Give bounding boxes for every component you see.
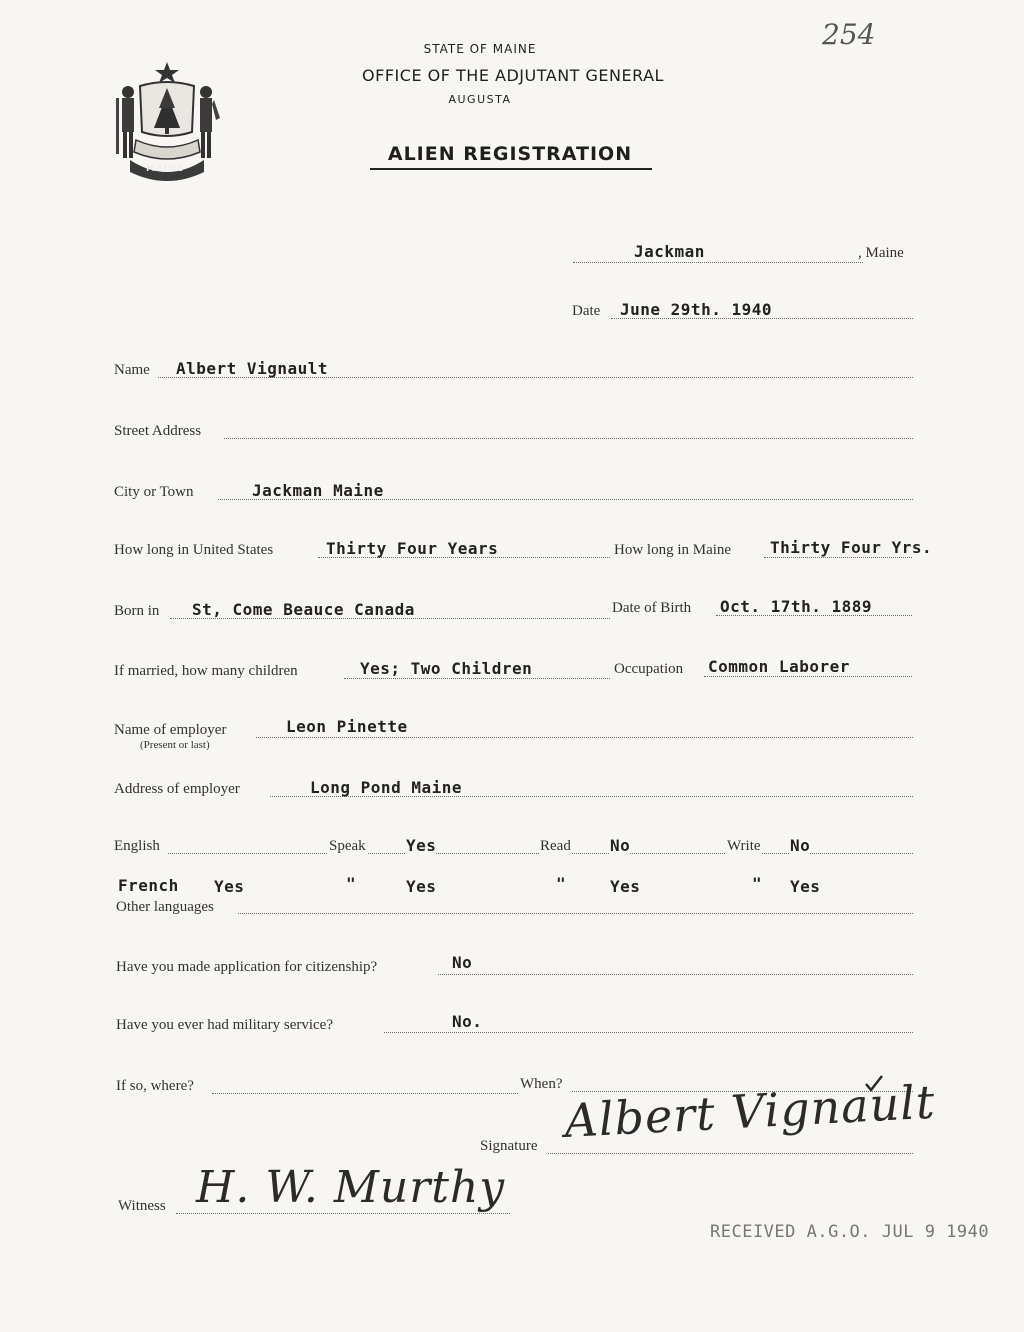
english-speak-value: Yes bbox=[406, 836, 437, 855]
employer-address-value: Long Pond Maine bbox=[310, 778, 462, 797]
signature-label: Signature bbox=[480, 1138, 538, 1154]
city-label: City or Town bbox=[114, 484, 194, 500]
children-label: If married, how many children bbox=[114, 663, 298, 679]
date-value: June 29th. 1940 bbox=[620, 300, 772, 319]
location-line bbox=[573, 262, 863, 263]
english-label: English bbox=[114, 838, 160, 854]
maine-duration-label: How long in Maine bbox=[614, 542, 732, 558]
children-value: Yes; Two Children bbox=[360, 659, 533, 678]
military-label: Have you ever had military service? bbox=[116, 1017, 333, 1033]
military-line bbox=[384, 1032, 913, 1033]
children-line bbox=[344, 678, 610, 679]
other-languages-label: Other languages bbox=[116, 899, 214, 915]
employer-label: Name of employer bbox=[114, 722, 227, 738]
when-label: When? bbox=[520, 1076, 563, 1092]
born-in-value: St, Come Beauce Canada bbox=[192, 600, 415, 619]
where-line bbox=[212, 1093, 518, 1094]
street-label: Street Address bbox=[114, 423, 202, 439]
other-languages-line bbox=[238, 913, 913, 914]
employer-sublabel: (Present or last) bbox=[140, 739, 210, 751]
name-value: Albert Vignault bbox=[176, 359, 328, 378]
maine-duration-line bbox=[764, 557, 912, 558]
other-language-name: French bbox=[118, 876, 179, 895]
write-label: Write bbox=[727, 838, 761, 854]
occupation-label: Occupation bbox=[614, 661, 684, 677]
citizenship-value: No bbox=[452, 953, 473, 972]
occupation-value: Common Laborer bbox=[708, 657, 850, 676]
dob-value: Oct. 17th. 1889 bbox=[720, 597, 872, 616]
occupation-line bbox=[704, 676, 912, 677]
form-title: ALIEN REGISTRATION bbox=[387, 143, 633, 165]
seal-banner-text: MAINE bbox=[146, 164, 184, 174]
city-value: Jackman Maine bbox=[252, 481, 384, 500]
page-number: 254 bbox=[822, 18, 876, 51]
witness-value: H. W. Murthy bbox=[196, 1162, 506, 1213]
employer-value: Leon Pinette bbox=[286, 717, 408, 736]
other-read-value: Yes bbox=[610, 877, 641, 896]
citizenship-label: Have you made application for citizenship? bbox=[116, 959, 378, 975]
state-seal bbox=[108, 58, 226, 186]
ditto-mark-2: " bbox=[556, 874, 567, 893]
ditto-mark-1: " bbox=[346, 874, 357, 893]
read-label: Read bbox=[540, 838, 571, 854]
state-heading: STATE OF MAINE bbox=[423, 42, 537, 56]
received-stamp: RECEIVED A.G.O. JUL 9 1940 bbox=[710, 1222, 990, 1242]
name-label: Name bbox=[114, 362, 150, 378]
signature-value: Albert Vignault bbox=[563, 1074, 937, 1148]
military-value: No. bbox=[452, 1012, 483, 1031]
born-in-label: Born in bbox=[114, 603, 160, 619]
witness-line bbox=[176, 1213, 510, 1214]
employer-address-label: Address of employer bbox=[114, 781, 240, 797]
location-suffix: , Maine bbox=[858, 245, 904, 261]
english-read-value: No bbox=[610, 836, 631, 855]
street-line bbox=[224, 438, 913, 439]
employer-line bbox=[256, 737, 913, 738]
where-label: If so, where? bbox=[116, 1078, 194, 1094]
witness-label: Witness bbox=[118, 1198, 166, 1214]
location-value: Jackman bbox=[634, 242, 705, 261]
date-label: Date bbox=[572, 303, 601, 319]
other-speak-value: Yes bbox=[406, 877, 437, 896]
maine-duration-value: Thirty Four Yrs. bbox=[770, 538, 933, 557]
other-write-value: Yes bbox=[790, 877, 821, 896]
english-write-value: No bbox=[790, 836, 811, 855]
us-duration-label: How long in United States bbox=[114, 542, 274, 558]
office-heading: OFFICE OF THE ADJUTANT GENERAL bbox=[362, 66, 664, 85]
us-duration-value: Thirty Four Years bbox=[326, 539, 499, 558]
speak-label: Speak bbox=[329, 838, 366, 854]
dob-label: Date of Birth bbox=[612, 600, 692, 616]
city-heading: AUGUSTA bbox=[448, 93, 512, 106]
ditto-mark-3: " bbox=[752, 874, 763, 893]
title-underline bbox=[370, 168, 652, 170]
other-language-first: Yes bbox=[214, 877, 245, 896]
signature-line bbox=[548, 1153, 913, 1154]
citizenship-line bbox=[438, 974, 913, 975]
